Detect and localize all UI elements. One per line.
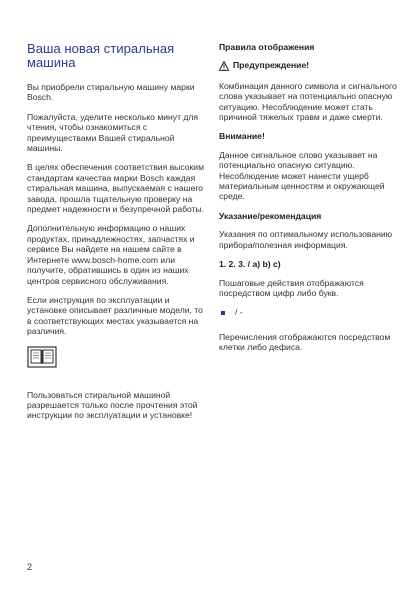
attention-heading: Внимание!	[219, 131, 265, 142]
usage-note-paragraph: Пользоваться стиральной машиной разрешается только после прочтения этой инструкции по эксплуатации и установке!	[27, 389, 198, 421]
warning-heading: Предупреждение!	[233, 60, 310, 71]
tip-paragraph: Указания по оптимальному использованию прибора/полезная информация.	[219, 229, 393, 250]
warning-triangle-icon	[219, 61, 229, 71]
intro-paragraph: Вы приобрели стиральную машину марки Bosch.	[27, 82, 195, 103]
bullets-paragraph: Перечисления отображаются посредством клетки либо дефиса.	[219, 331, 391, 353]
warning-heading-row	[219, 60, 399, 70]
page-title-line1: Ваша новая стиральная	[27, 41, 175, 56]
read-minutes-paragraph: Пожалуйста, уделите несколько минут для чтения, чтобы ознакомиться с преимуществами Вашей стиральной машины.	[27, 111, 199, 154]
steps-paragraph: Пошаговые действия отображаются посредством цифр либо букв.	[219, 277, 364, 298]
square-bullet-icon	[221, 311, 225, 315]
left-column	[27, 42, 205, 430]
page-number: 2	[27, 562, 33, 572]
steps-heading: 1. 2. 3. / a) b) c)	[219, 259, 281, 270]
attention-paragraph: Данное сигнальное слово указывает на потенциально опасную ситуацию. Несоблюдение может нанести ущерб материальным ценностям и окружающей среде.	[219, 149, 385, 202]
tip-heading: Указание/рекомендация	[219, 210, 322, 221]
page-title	[27, 42, 205, 70]
more-info-paragraph: Дополнительную информацию о наших продуктах, принадлежностях, запчастях и сервисе Вы найдете на нашем сайте в Интернете www.bosch-home.com или получите, обратившись в один из наших центров сервисного обслуживания.	[27, 223, 195, 286]
page-title-line2: машина	[27, 55, 76, 70]
bullet-example-text: / -	[235, 307, 243, 318]
quality-paragraph: В целях обеспечения соответствия высоким стандартам качества марки Bosch каждая стиральная машина, выпускаемая с нашего завода, прошла тщательную проверку на предмет надежности и безупречной работы.	[27, 162, 205, 215]
models-paragraph: Если инструкция по эксплуатации и установке описывает различные модели, то в соответствующих местах указывается на различия.	[27, 294, 203, 337]
warning-paragraph: Комбинация данного символа и сигнального слова указывает на потенциально опасную ситуацию. Несоблюдение может стать причиной тяжелых травм и даже смерти.	[219, 80, 397, 123]
manual-book-icon	[27, 346, 57, 368]
bullet-example-row	[221, 307, 399, 317]
right-column	[219, 42, 399, 362]
rules-heading: Правила отображения	[219, 42, 315, 52]
